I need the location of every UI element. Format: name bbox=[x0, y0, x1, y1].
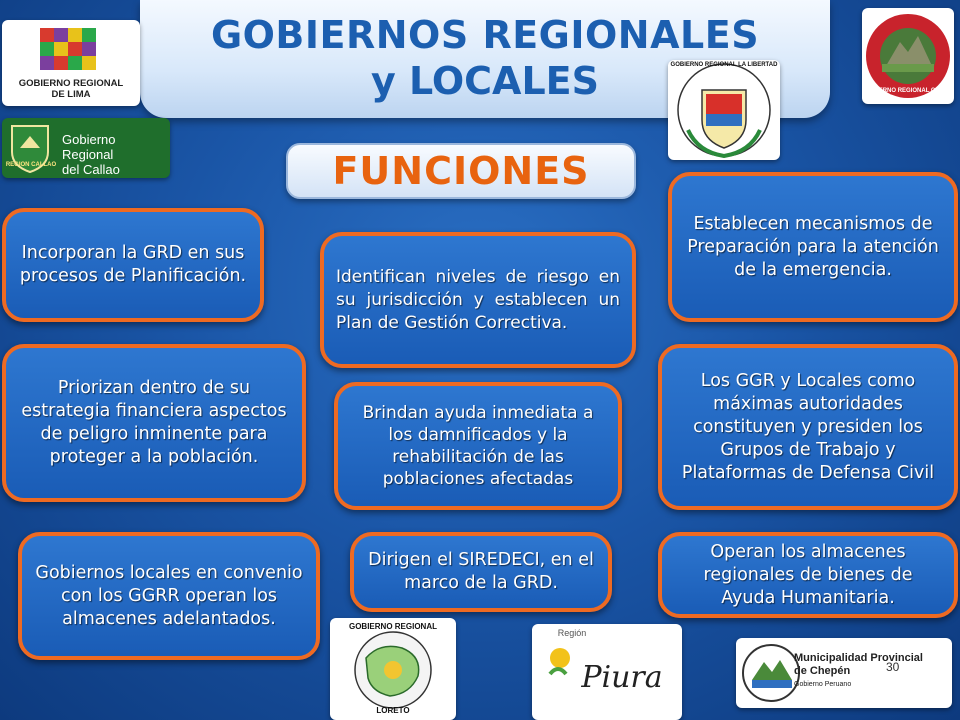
callao-badge: REGION CALLAO bbox=[5, 162, 57, 168]
function-box-9 bbox=[658, 532, 958, 618]
function-text-5: Brindan ayuda inmediata a los damnificados y la rehabilitación de las poblaciones afectadas bbox=[362, 403, 594, 489]
lima-logo-line2: DE LIMA bbox=[51, 89, 91, 100]
title-line-1: GOBIERNOS REGIONALES bbox=[210, 13, 760, 57]
section-title: FUNCIONES bbox=[286, 143, 636, 199]
lima-logo bbox=[2, 20, 140, 106]
callao-logo bbox=[2, 118, 170, 178]
function-box-2 bbox=[320, 232, 636, 368]
loreto-map-icon bbox=[330, 618, 456, 720]
function-text-9: Operan los almacenes regionales de bienes de Ayuda Humanitaria. bbox=[703, 541, 913, 608]
function-box-7 bbox=[18, 532, 320, 660]
function-text-4: Priorizan dentro de su estrategia financiera aspectos de peligro inminente para proteger a la población. bbox=[21, 378, 287, 467]
loreto-logo-top: GOBIERNO REGIONAL bbox=[348, 622, 437, 631]
callao-logo-line1: Gobierno Regional bbox=[62, 132, 116, 162]
lima-logo-line1: GOBIERNO REGIONAL bbox=[18, 78, 124, 89]
piura-logo-name: Piura bbox=[581, 660, 663, 695]
la-libertad-ring-text: GOBIERNO REGIONAL LA LIBERTAD bbox=[670, 62, 778, 68]
la-libertad-shield-icon bbox=[668, 60, 780, 160]
function-text-8: Dirigen el SIREDECI, en el marco de la GRD. bbox=[368, 550, 594, 593]
chepen-logo-line3: Gobierno Peruano bbox=[794, 681, 852, 688]
function-box-8 bbox=[350, 532, 612, 612]
function-box-5 bbox=[334, 382, 622, 510]
function-text-1: Incorporan la GRD en sus procesos de Planificación. bbox=[19, 243, 247, 286]
chepen-logo-line1: Municipalidad Provincial bbox=[794, 652, 923, 664]
chepen-logo bbox=[736, 638, 952, 708]
function-text-2: Identifican niveles de riesgo en su jurisdicción y establecen un Plan de Gestión Correctiva. bbox=[336, 266, 620, 333]
loreto-logo-bottom: LORETO bbox=[376, 706, 410, 715]
callao-logo-line2: del Callao bbox=[62, 162, 120, 177]
function-text-6: Los GGR y Locales como máximas autoridades constituyen y presiden los Grupos de Trabajo y Plataformas de Defensa Civil bbox=[681, 370, 935, 483]
cusco-logo bbox=[862, 8, 954, 104]
loreto-logo bbox=[330, 618, 456, 720]
cusco-ring-text: GOBIERNO REGIONAL CUSCO bbox=[863, 88, 953, 94]
piura-logo bbox=[532, 624, 682, 720]
function-text-3: Establecen mecanismos de Preparación para la atención de la emergencia. bbox=[687, 213, 939, 280]
function-box-3 bbox=[668, 172, 958, 322]
function-box-6 bbox=[658, 344, 958, 510]
function-text-7: Gobiernos locales en convenio con los GGRR operan los almacenes adelantados. bbox=[35, 562, 303, 629]
la-libertad-logo bbox=[668, 60, 780, 160]
chepen-logo-line2: de Chepén bbox=[794, 665, 851, 677]
function-box-4 bbox=[2, 344, 306, 502]
title-line-2: y LOCALES bbox=[371, 59, 599, 103]
function-box-1 bbox=[2, 208, 264, 322]
page-number: 30 bbox=[886, 660, 900, 674]
piura-logo-top: Región bbox=[557, 628, 587, 638]
callao-shield-icon bbox=[2, 118, 62, 178]
